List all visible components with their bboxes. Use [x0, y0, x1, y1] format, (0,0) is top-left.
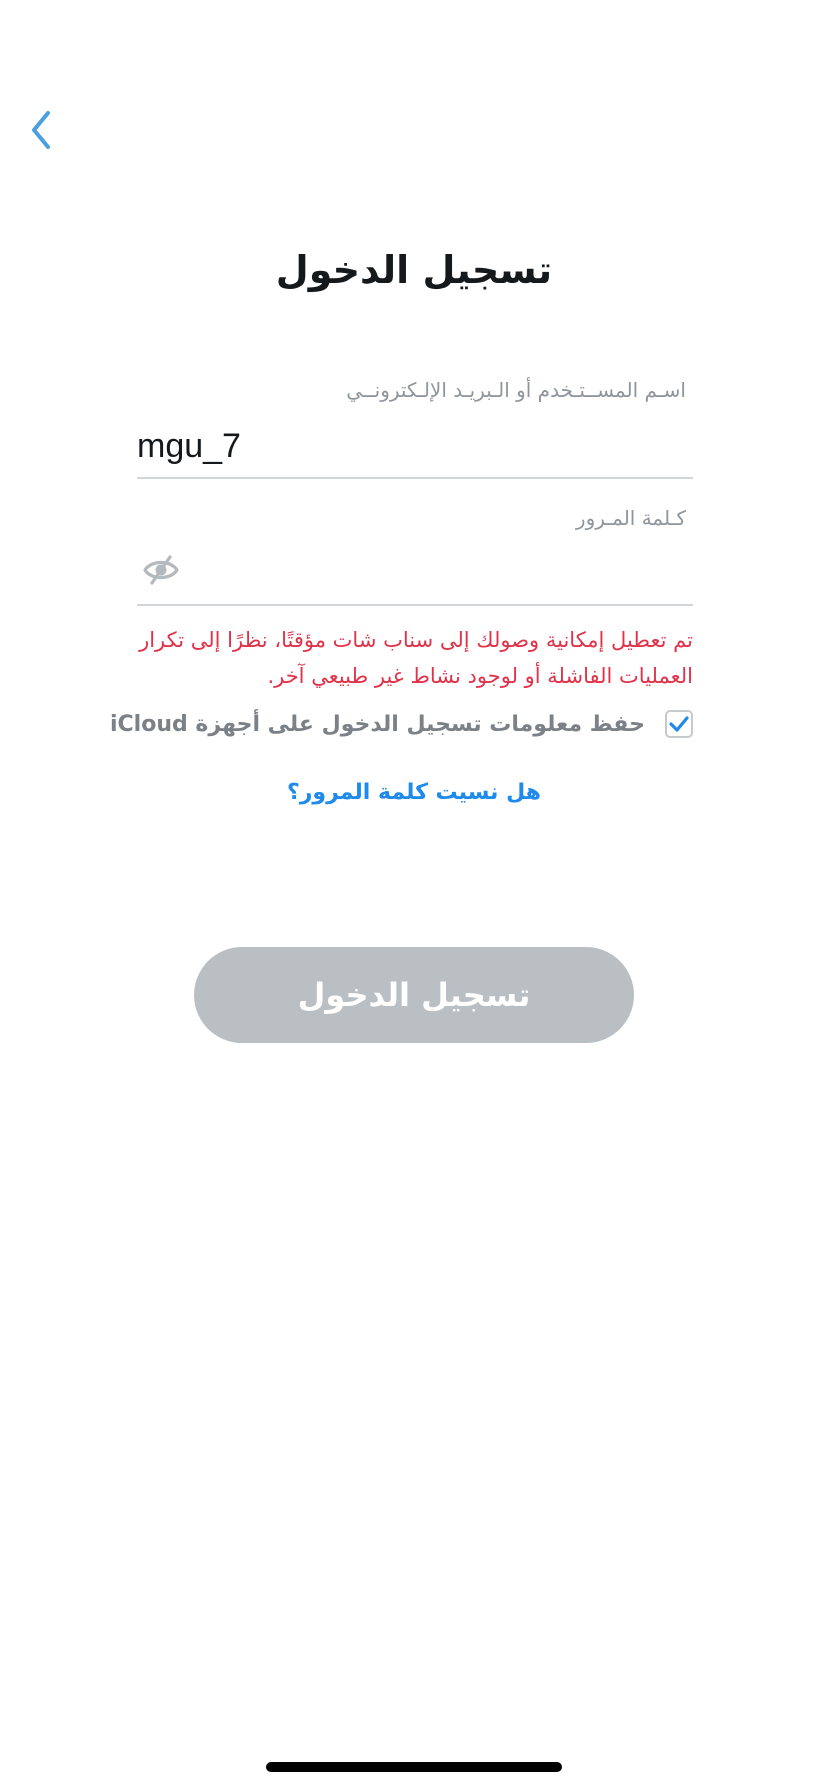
username-divider	[137, 477, 693, 479]
password-divider	[137, 604, 693, 606]
password-label: كـلمة المـرور	[575, 506, 686, 530]
error-message: تم تعطيل إمكانية وصولك إلى سناب شات مؤقتًا، نظرًا إلى تكرار العمليات الفاشلة أو لوجود نشاط غير طبيعي آخر.	[139, 628, 693, 688]
login-button[interactable]: تسجيل الدخول	[194, 947, 634, 1043]
checkmark-icon	[669, 715, 689, 733]
password-input[interactable]	[190, 546, 693, 596]
username-input[interactable]	[137, 418, 693, 474]
username-label: اسـم المســتـخدم أو الـبريـد الإلـكترونــي	[346, 378, 686, 402]
home-indicator	[266, 1762, 562, 1772]
remember-login-row[interactable]	[110, 706, 693, 742]
back-button[interactable]	[22, 100, 66, 160]
chevron-left-icon	[22, 100, 66, 160]
password-visibility-toggle[interactable]	[142, 552, 180, 588]
remember-login-label: حفظ معلومات تسجيل الدخول على أجهزة iCloud	[110, 711, 645, 737]
remember-login-checkbox[interactable]	[665, 710, 693, 738]
eye-slash-icon	[142, 552, 180, 588]
forgot-password-link[interactable]: هل نسيت كلمة المرور؟	[287, 780, 541, 805]
page-title: تسجيل الدخول	[275, 248, 553, 292]
